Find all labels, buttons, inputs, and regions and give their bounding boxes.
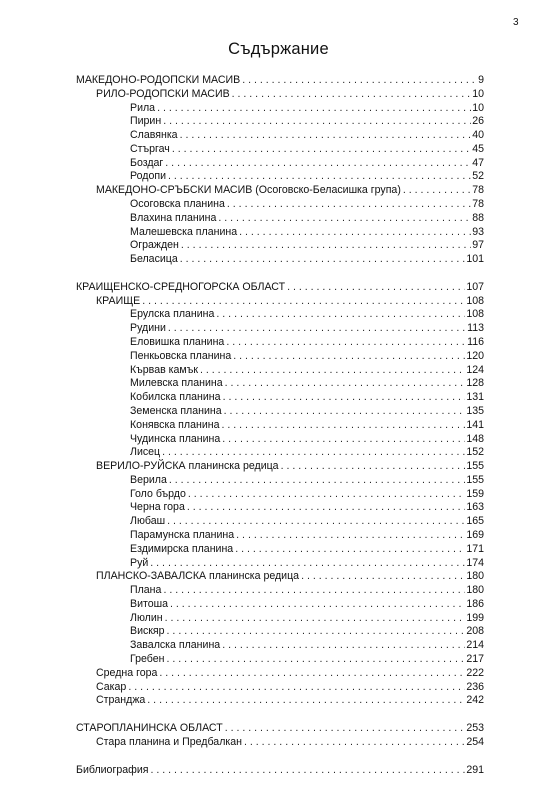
toc-entry-page: 217 — [466, 652, 484, 665]
toc-entry-label: Стъргач — [130, 142, 170, 155]
dot-leader — [150, 556, 465, 570]
dot-leader — [150, 763, 465, 777]
toc-entry-page: 9 — [478, 74, 484, 86]
dot-leader — [233, 349, 465, 363]
dot-leader — [147, 693, 465, 707]
dot-leader — [163, 583, 465, 597]
toc-entry-label: Руй — [130, 556, 149, 569]
toc-entry-page: 52 — [472, 170, 484, 183]
toc-entry-page: 171 — [466, 542, 484, 555]
toc-entry-page: 47 — [472, 156, 484, 169]
toc-entry — [130, 583, 484, 597]
dot-leader — [200, 363, 465, 377]
dot-leader — [168, 169, 471, 183]
dot-leader — [167, 652, 466, 666]
toc-entry-page: 128 — [466, 377, 484, 390]
toc-entry — [76, 721, 484, 735]
toc-entry-page: 10 — [472, 101, 484, 114]
toc-entry — [130, 652, 484, 666]
toc-entry-label: Земенска планина — [130, 404, 222, 417]
toc-entry-page: 124 — [466, 363, 484, 376]
page-number: 3 — [513, 17, 519, 28]
dot-leader — [169, 473, 465, 487]
toc-entry-label: Рила — [130, 101, 156, 114]
dot-leader — [142, 294, 465, 308]
toc-entry — [130, 404, 484, 418]
toc-entry-page: 45 — [472, 142, 484, 155]
dot-leader — [162, 445, 465, 459]
dot-leader — [157, 101, 471, 115]
toc-entry-page: 214 — [466, 639, 484, 652]
dot-leader — [301, 569, 465, 583]
toc-entry — [130, 445, 484, 459]
dot-leader — [188, 487, 465, 501]
toc-entry-label: Завалска планина — [130, 639, 221, 652]
toc-entry — [130, 307, 484, 321]
dot-leader — [223, 390, 466, 404]
toc-entry-page: 93 — [472, 225, 484, 238]
toc-entry — [130, 211, 484, 225]
toc-entry-label: РИЛО-РОДОПСКИ МАСИВ — [96, 87, 230, 100]
toc-entry-label: Плана — [130, 584, 162, 597]
toc-entry-page: 155 — [466, 473, 484, 486]
toc-entry-page: 26 — [472, 115, 484, 128]
toc-entry-label: Люлин — [130, 611, 163, 624]
toc-entry-label: КРАИЩЕ — [96, 294, 141, 307]
toc-entry — [130, 363, 484, 377]
dot-leader — [222, 638, 465, 652]
toc-entry-page: 253 — [466, 722, 484, 735]
toc-entry-page: 78 — [472, 198, 484, 211]
toc-entry-label: Кървав камък — [130, 363, 198, 376]
toc-entry-page: 186 — [466, 597, 484, 610]
toc-entry — [130, 418, 484, 432]
toc-entry-label: Верила — [130, 473, 167, 486]
toc-entry — [130, 349, 484, 363]
toc-entry-page: 180 — [466, 584, 484, 597]
dot-leader — [225, 721, 466, 735]
toc-entry — [130, 638, 484, 652]
toc-entry-page: 208 — [466, 625, 484, 638]
dot-leader — [236, 528, 465, 542]
toc-entry-page: 242 — [466, 694, 484, 707]
toc-entry-page: 254 — [466, 735, 484, 748]
dot-leader — [168, 321, 466, 335]
toc-entry-label: МАКЕДОНО-СРЪБСКИ МАСИВ (Осоговско-Беласишка група) — [96, 184, 401, 197]
toc-entry — [96, 294, 484, 308]
toc-entry-page: 88 — [472, 211, 484, 224]
dot-leader — [281, 459, 466, 473]
toc-entry-page: 10 — [472, 87, 484, 100]
toc-entry — [130, 238, 484, 252]
toc-entry — [130, 390, 484, 404]
dot-leader — [187, 500, 465, 514]
toc-entry-label: КРАИЩЕНСКО-СРЕДНОГОРСКА ОБЛАСТ — [76, 280, 286, 293]
toc-entry-label: Парамунска планина — [130, 528, 235, 541]
toc-entry-label: Осоговска планина — [130, 198, 225, 211]
toc-entry-page: 131 — [466, 391, 484, 404]
dot-leader — [239, 225, 471, 239]
dot-leader — [227, 197, 471, 211]
toc-entry-page: 163 — [466, 501, 484, 514]
toc-entry-label: Любаш — [130, 515, 166, 528]
toc-entry-label: Лисец — [130, 446, 161, 459]
dot-leader — [180, 252, 466, 266]
dot-leader — [167, 514, 465, 528]
toc-entry — [130, 252, 484, 266]
toc-entry-page: 155 — [466, 460, 484, 473]
toc-entry — [130, 528, 484, 542]
toc-entry — [96, 183, 484, 197]
toc-entry-label: Ездимирска планина — [130, 542, 234, 555]
dot-leader — [221, 418, 465, 432]
dot-leader — [216, 307, 465, 321]
toc-entry — [130, 101, 484, 115]
toc-entry — [130, 556, 484, 570]
toc-entry — [130, 128, 484, 142]
dot-leader — [181, 238, 471, 252]
toc-entry-label: Милевска планина — [130, 377, 223, 390]
dot-leader — [128, 680, 465, 694]
dot-leader — [403, 183, 471, 197]
toc-entry-page: 148 — [466, 432, 484, 445]
toc-entry — [96, 569, 484, 583]
toc-entry-label: Стара планина и Предбалкан — [96, 735, 242, 748]
toc-entry-label: Чудинска планина — [130, 432, 221, 445]
toc-entry-page: 113 — [467, 322, 484, 335]
toc-entry-page: 152 — [466, 446, 484, 459]
toc-entry-page: 108 — [466, 294, 484, 307]
toc-entry-label: Славянка — [130, 129, 178, 142]
dot-leader — [170, 597, 465, 611]
toc-entry — [130, 611, 484, 625]
toc-entry — [130, 376, 484, 390]
dot-leader — [225, 376, 466, 390]
toc-entry — [130, 514, 484, 528]
toc-entry-page: 135 — [466, 404, 484, 417]
toc-entry-label: СТАРОПЛАНИНСКА ОБЛАСТ — [76, 722, 223, 735]
toc-entry-page: 107 — [466, 280, 484, 293]
toc-entry-label: Огражден — [130, 239, 179, 252]
toc-entry-label: Пенкьовска планина — [130, 349, 232, 362]
toc-entry — [96, 459, 484, 473]
toc-entry-page: 116 — [467, 336, 484, 349]
toc-entry-page: 108 — [466, 308, 484, 321]
toc-entry-label: Родопи — [130, 170, 166, 183]
toc-entry-page: 159 — [466, 487, 484, 500]
dot-leader — [287, 280, 465, 294]
toc-entry — [130, 500, 484, 514]
toc-entry — [96, 666, 484, 680]
toc-entry-page: 199 — [466, 611, 484, 624]
dot-leader — [224, 404, 466, 418]
toc-entry — [130, 432, 484, 446]
toc-entry — [130, 542, 484, 556]
toc-entry-label: ВЕРИЛО-РУЙСКА планинска редица — [96, 460, 279, 473]
dot-leader — [222, 432, 465, 446]
toc-entry-label: Странджа — [96, 694, 146, 707]
toc-entry — [96, 693, 484, 707]
toc-entry-page: 169 — [466, 528, 484, 541]
toc-entry-page: 97 — [472, 239, 484, 252]
toc-entry-label: Сакар — [96, 680, 127, 693]
toc-entry-label: Боздаг — [130, 156, 164, 169]
dot-leader — [163, 114, 471, 128]
toc-entry — [96, 87, 484, 101]
toc-entry-page: 222 — [466, 666, 484, 679]
toc-entry — [96, 735, 484, 749]
toc-entry-label: Конявска планина — [130, 418, 220, 431]
toc-entry-label: Витоша — [130, 597, 168, 610]
toc-entry — [130, 487, 484, 501]
toc-entry — [130, 321, 484, 335]
page-title: Съдържание — [228, 40, 329, 58]
toc-entry — [76, 280, 484, 294]
dot-leader — [226, 335, 466, 349]
dot-leader — [235, 542, 465, 556]
toc-entry-label: Еловишка планина — [130, 336, 225, 349]
toc-entry-label: Ерулска планина — [130, 308, 215, 321]
dot-leader — [165, 611, 466, 625]
toc-entry-label: ПЛАНСКО-ЗАВАЛСКА планинска редица — [96, 570, 300, 583]
toc-entry-label: Беласица — [130, 253, 178, 266]
toc-entry-page: 291 — [466, 763, 484, 776]
toc-entry-page: 120 — [466, 349, 484, 362]
toc-entry-page: 40 — [472, 129, 484, 142]
toc-entry-label: Влахина планина — [130, 211, 217, 224]
toc-entry-label: Голо бърдо — [130, 487, 186, 500]
toc-entry-page: 165 — [466, 515, 484, 528]
toc-entry-label: Малешевска планина — [130, 225, 238, 238]
toc-entry-label: Библиография — [76, 763, 149, 776]
toc-entry-label: МАКЕДОНО-РОДОПСКИ МАСИВ — [76, 74, 241, 86]
dot-leader — [218, 211, 471, 225]
toc-entry — [130, 335, 484, 349]
toc-entry-page: 141 — [466, 418, 484, 431]
toc-entry — [130, 142, 484, 156]
toc-entry — [130, 114, 484, 128]
toc-entry — [130, 225, 484, 239]
toc-entry-page: 174 — [466, 556, 484, 569]
toc-entry-label: Пирин — [130, 115, 162, 128]
dot-leader — [167, 624, 466, 638]
toc-entry-label: Кобилска планина — [130, 391, 221, 404]
dot-leader — [180, 128, 472, 142]
toc-entry-page: 180 — [466, 570, 484, 583]
dot-leader — [242, 73, 477, 87]
toc-entry-page: 236 — [466, 680, 484, 693]
toc-entry-label: Гребен — [130, 652, 165, 665]
toc-entry-page: 101 — [466, 253, 484, 266]
dot-leader — [232, 87, 472, 101]
toc-entry — [96, 680, 484, 694]
dot-leader — [165, 156, 471, 170]
toc-entry-page: 78 — [472, 184, 484, 197]
dot-leader — [172, 142, 471, 156]
toc-entry — [130, 197, 484, 211]
toc-entry — [76, 763, 484, 777]
toc-entry-label: Рудини — [130, 322, 166, 335]
toc-entry — [130, 473, 484, 487]
toc-entry — [76, 73, 484, 87]
toc-entry-label: Вискяр — [130, 625, 165, 638]
toc-entry-label: Черна гора — [130, 501, 185, 514]
dot-leader — [244, 735, 465, 749]
toc-entry — [130, 169, 484, 183]
toc-entry-label: Средна гора — [96, 666, 158, 679]
toc-entry — [130, 597, 484, 611]
toc-entry — [130, 156, 484, 170]
toc-entry — [130, 624, 484, 638]
dot-leader — [159, 666, 465, 680]
